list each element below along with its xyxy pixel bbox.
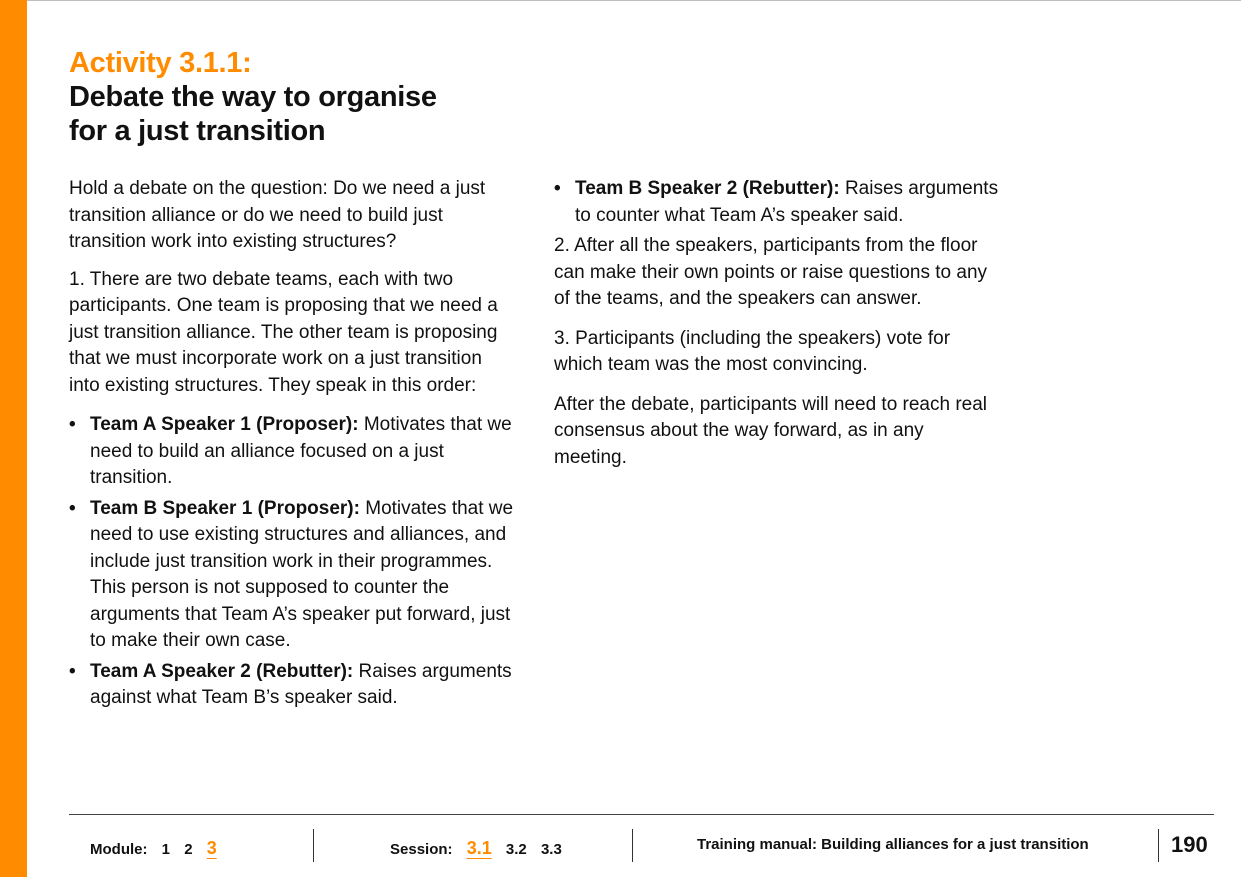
closing-paragraph: After the debate, participants will need to reach real consensus about the way forward, as in any meeting. (554, 393, 988, 468)
activity-label: Activity 3.1.1: (69, 47, 252, 79)
speaker-list-continued (554, 176, 999, 229)
speaker-description: Raises arguments to counter what Team A’s speaker said. (575, 178, 999, 226)
list-item (69, 412, 514, 492)
top-rule (0, 0, 1241, 1)
bullet-icon: • (554, 178, 561, 199)
speaker-role: Team B Speaker 2 (Rebutter): (575, 178, 840, 199)
speaker-description: Motivates that we need to build an alliance focused on a just transition. (90, 414, 512, 488)
list-item (69, 659, 514, 712)
activity-title-line-1: Debate the way to organise (69, 81, 437, 113)
speaker-role: Team A Speaker 2 (Rebutter): (90, 660, 354, 682)
footer-divider (1158, 829, 1159, 862)
list-item (554, 176, 999, 229)
manual-title: Training manual: Building alliances for a just transition (697, 836, 1089, 853)
session-link-3-2[interactable]: 3.2 (505, 841, 527, 858)
left-column (69, 176, 514, 716)
step-1-paragraph: 1. There are two debate teams, each with two participants. One team is proposing that we need a just transition alliance. The other team is proposing that we must incorporate work on a just transition into existing structures. They speak in this order: (69, 268, 498, 396)
side-accent-bar (0, 0, 27, 877)
bullet-icon: • (69, 414, 76, 435)
speaker-role: Team A Speaker 1 (Proposer): (90, 414, 359, 435)
session-link-3-1-current[interactable]: 3.1 (466, 838, 492, 858)
footer-divider (632, 829, 633, 862)
activity-title-line-2: for a just transition (69, 115, 326, 147)
speaker-description: Motivates that we need to use existing structures and alliances, and include just transition work in their programmes. This person is not supposed to counter the arguments that Team A’s speaker put forward, just to make their own case. (90, 497, 514, 651)
intro-paragraph: Hold a debate on the question: Do we need a just transition alliance or do we need to build just transition work into existing structures? (69, 178, 486, 252)
footer-divider (313, 829, 314, 862)
module-link-3-current[interactable]: 3 (206, 838, 217, 858)
speaker-role: Team B Speaker 1 (Proposer): (90, 497, 360, 519)
footer-rule (69, 814, 1214, 815)
step-3-paragraph: 3. Participants (including the speakers) vote for which team was the most convincing. (554, 327, 951, 375)
speaker-description: Raises arguments against what Team B’s speaker said. (90, 660, 512, 708)
speaker-list (69, 412, 514, 712)
list-item (69, 496, 514, 655)
module-link-1[interactable]: 1 (161, 841, 171, 858)
bullet-icon: • (69, 497, 76, 519)
step-2-paragraph: 2. After all the speakers, participants from the floor can make their own points or raise questions to any of the teams, and the speakers can answer. (554, 235, 988, 309)
right-column (554, 176, 999, 484)
module-nav (90, 838, 217, 859)
session-label: Session: (390, 841, 453, 858)
bullet-icon: • (69, 660, 76, 682)
module-label: Module: (90, 841, 148, 858)
session-link-3-3[interactable]: 3.3 (540, 841, 562, 858)
module-link-2[interactable]: 2 (184, 841, 193, 858)
session-nav (390, 838, 562, 859)
page-number: 190 (1171, 832, 1208, 857)
activity-heading (69, 46, 549, 148)
